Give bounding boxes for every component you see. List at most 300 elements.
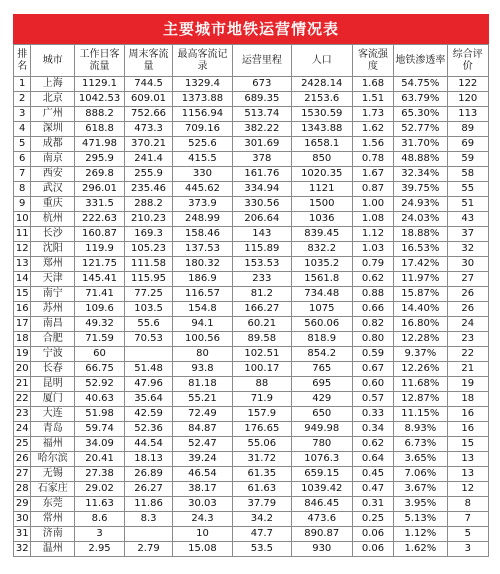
cell-weekend-ridership: 115.95 <box>125 272 173 287</box>
cell-city: 长春 <box>31 362 75 377</box>
cell-ridership-intensity: 1.12 <box>352 227 393 242</box>
cell-penetration-rate: 6.73% <box>394 437 447 452</box>
cell-peak-record: 137.53 <box>173 242 233 257</box>
cell-ridership-intensity: 0.60 <box>352 377 393 392</box>
cell-weekend-ridership: 2.79 <box>125 542 173 557</box>
cell-overall-score: 120 <box>447 92 488 107</box>
cell-overall-score: 15 <box>447 437 488 452</box>
cell-population: 850 <box>291 152 352 167</box>
cell-rank: 4 <box>14 122 31 137</box>
cell-weekday-ridership: 34.09 <box>74 437 124 452</box>
cell-weekday-ridership: 145.41 <box>74 272 124 287</box>
table-row <box>14 332 489 347</box>
cell-weekday-ridership: 60 <box>74 347 124 362</box>
cell-rank: 27 <box>14 467 31 482</box>
cell-rank: 10 <box>14 212 31 227</box>
cell-ridership-intensity: 1.00 <box>352 197 393 212</box>
cell-population: 650 <box>291 407 352 422</box>
cell-city: 大连 <box>31 407 75 422</box>
table-row <box>14 302 489 317</box>
cell-ridership-intensity: 0.67 <box>352 362 393 377</box>
table-row <box>14 257 489 272</box>
cell-weekend-ridership: 288.2 <box>125 197 173 212</box>
cell-peak-record: 525.6 <box>173 137 233 152</box>
cell-peak-record: 55.21 <box>173 392 233 407</box>
cell-weekday-ridership: 20.41 <box>74 452 124 467</box>
cell-weekend-ridership: 51.48 <box>125 362 173 377</box>
table-row <box>14 212 489 227</box>
cell-city: 郑州 <box>31 257 75 272</box>
cell-operating-mileage: 157.9 <box>232 407 291 422</box>
cell-overall-score: 16 <box>447 422 488 437</box>
cell-penetration-rate: 63.79% <box>394 92 447 107</box>
cell-city: 西安 <box>31 167 75 182</box>
cell-operating-mileage: 100.17 <box>232 362 291 377</box>
cell-peak-record: 38.17 <box>173 482 233 497</box>
metro-operations-table <box>13 44 489 557</box>
cell-weekend-ridership: 26.27 <box>125 482 173 497</box>
cell-weekday-ridership: 29.02 <box>74 482 124 497</box>
table-row <box>14 167 489 182</box>
cell-peak-record: 81.18 <box>173 377 233 392</box>
cell-weekday-ridership: 59.74 <box>74 422 124 437</box>
table-row <box>14 317 489 332</box>
header-weekend-ridership: 周末客流量 <box>125 45 173 77</box>
cell-rank: 12 <box>14 242 31 257</box>
cell-penetration-rate: 16.80% <box>394 317 447 332</box>
cell-rank: 31 <box>14 527 31 542</box>
cell-peak-record: 1329.4 <box>173 77 233 92</box>
cell-ridership-intensity: 0.78 <box>352 152 393 167</box>
cell-city: 北京 <box>31 92 75 107</box>
cell-ridership-intensity: 1.56 <box>352 137 393 152</box>
cell-city: 重庆 <box>31 197 75 212</box>
cell-operating-mileage: 153.53 <box>232 257 291 272</box>
cell-weekend-ridership <box>125 527 173 542</box>
cell-city: 昆明 <box>31 377 75 392</box>
cell-penetration-rate: 3.95% <box>394 497 447 512</box>
cell-ridership-intensity: 0.79 <box>352 257 393 272</box>
cell-operating-mileage: 689.35 <box>232 92 291 107</box>
cell-penetration-rate: 11.97% <box>394 272 447 287</box>
cell-weekday-ridership: 71.41 <box>74 287 124 302</box>
cell-population: 560.06 <box>291 317 352 332</box>
cell-population: 839.45 <box>291 227 352 242</box>
cell-weekend-ridership: 169.3 <box>125 227 173 242</box>
cell-rank: 5 <box>14 137 31 152</box>
cell-overall-score: 30 <box>447 257 488 272</box>
cell-penetration-rate: 32.34% <box>394 167 447 182</box>
cell-weekend-ridership: 42.59 <box>125 407 173 422</box>
cell-city: 合肥 <box>31 332 75 347</box>
cell-overall-score: 89 <box>447 122 488 137</box>
cell-weekend-ridership: 235.46 <box>125 182 173 197</box>
cell-weekend-ridership: 103.5 <box>125 302 173 317</box>
cell-ridership-intensity: 0.33 <box>352 407 393 422</box>
cell-city: 苏州 <box>31 302 75 317</box>
cell-city: 上海 <box>31 77 75 92</box>
cell-ridership-intensity: 1.03 <box>352 242 393 257</box>
cell-operating-mileage: 88 <box>232 377 291 392</box>
header-city: 城市 <box>31 45 75 77</box>
cell-penetration-rate: 9.37% <box>394 347 447 362</box>
cell-population: 780 <box>291 437 352 452</box>
cell-rank: 13 <box>14 257 31 272</box>
cell-operating-mileage: 53.5 <box>232 542 291 557</box>
cell-city: 哈尔滨 <box>31 452 75 467</box>
cell-city: 厦门 <box>31 392 75 407</box>
cell-rank: 1 <box>14 77 31 92</box>
cell-weekday-ridership: 49.32 <box>74 317 124 332</box>
cell-rank: 15 <box>14 287 31 302</box>
cell-weekday-ridership: 11.63 <box>74 497 124 512</box>
cell-ridership-intensity: 0.31 <box>352 497 393 512</box>
cell-overall-score: 16 <box>447 407 488 422</box>
cell-penetration-rate: 3.67% <box>394 482 447 497</box>
cell-penetration-rate: 54.75% <box>394 77 447 92</box>
cell-penetration-rate: 11.68% <box>394 377 447 392</box>
cell-operating-mileage: 115.89 <box>232 242 291 257</box>
cell-ridership-intensity: 0.62 <box>352 437 393 452</box>
cell-weekday-ridership: 296.01 <box>74 182 124 197</box>
cell-operating-mileage: 673 <box>232 77 291 92</box>
cell-operating-mileage: 47.7 <box>232 527 291 542</box>
cell-penetration-rate: 12.87% <box>394 392 447 407</box>
cell-population: 832.2 <box>291 242 352 257</box>
table-row <box>14 377 489 392</box>
cell-weekend-ridership: 35.64 <box>125 392 173 407</box>
cell-weekday-ridership: 160.87 <box>74 227 124 242</box>
cell-weekday-ridership: 618.8 <box>74 122 124 137</box>
cell-overall-score: 5 <box>447 527 488 542</box>
cell-rank: 30 <box>14 512 31 527</box>
cell-weekend-ridership: 752.66 <box>125 107 173 122</box>
cell-rank: 20 <box>14 362 31 377</box>
cell-population: 846.45 <box>291 497 352 512</box>
cell-city: 沈阳 <box>31 242 75 257</box>
cell-city: 宁波 <box>31 347 75 362</box>
cell-overall-score: 13 <box>447 467 488 482</box>
header-ridership-intensity: 客流强度 <box>352 45 393 77</box>
cell-operating-mileage: 166.27 <box>232 302 291 317</box>
cell-ridership-intensity: 0.82 <box>352 317 393 332</box>
table-row <box>14 152 489 167</box>
cell-weekday-ridership: 121.75 <box>74 257 124 272</box>
cell-city: 南京 <box>31 152 75 167</box>
cell-weekend-ridership: 255.9 <box>125 167 173 182</box>
cell-peak-record: 116.57 <box>173 287 233 302</box>
cell-population: 1530.59 <box>291 107 352 122</box>
cell-peak-record: 158.46 <box>173 227 233 242</box>
table-body <box>14 77 489 557</box>
cell-peak-record: 100.56 <box>173 332 233 347</box>
cell-weekday-ridership: 269.8 <box>74 167 124 182</box>
cell-city: 济南 <box>31 527 75 542</box>
cell-population: 949.98 <box>291 422 352 437</box>
cell-operating-mileage: 34.2 <box>232 512 291 527</box>
table-row <box>14 272 489 287</box>
cell-operating-mileage: 71.9 <box>232 392 291 407</box>
cell-overall-score: 26 <box>447 302 488 317</box>
cell-penetration-rate: 24.03% <box>394 212 447 227</box>
cell-penetration-rate: 8.93% <box>394 422 447 437</box>
cell-operating-mileage: 334.94 <box>232 182 291 197</box>
cell-penetration-rate: 7.06% <box>394 467 447 482</box>
cell-peak-record: 415.5 <box>173 152 233 167</box>
cell-weekday-ridership: 3 <box>74 527 124 542</box>
cell-city: 南昌 <box>31 317 75 332</box>
cell-ridership-intensity: 0.80 <box>352 332 393 347</box>
cell-city: 长沙 <box>31 227 75 242</box>
cell-operating-mileage: 301.69 <box>232 137 291 152</box>
table-row <box>14 512 489 527</box>
cell-weekday-ridership: 471.98 <box>74 137 124 152</box>
table-row <box>14 107 489 122</box>
cell-rank: 6 <box>14 152 31 167</box>
cell-rank: 19 <box>14 347 31 362</box>
cell-overall-score: 51 <box>447 197 488 212</box>
cell-peak-record: 373.9 <box>173 197 233 212</box>
cell-city: 深圳 <box>31 122 75 137</box>
cell-city: 广州 <box>31 107 75 122</box>
cell-city: 石家庄 <box>31 482 75 497</box>
header-rank: 排名 <box>14 45 31 77</box>
cell-overall-score: 27 <box>447 272 488 287</box>
header-population: 人口 <box>291 45 352 77</box>
cell-penetration-rate: 12.28% <box>394 332 447 347</box>
cell-city: 青岛 <box>31 422 75 437</box>
cell-rank: 11 <box>14 227 31 242</box>
table-row <box>14 242 489 257</box>
cell-overall-score: 55 <box>447 182 488 197</box>
cell-peak-record: 1156.94 <box>173 107 233 122</box>
cell-weekday-ridership: 1042.53 <box>74 92 124 107</box>
cell-weekday-ridership: 52.92 <box>74 377 124 392</box>
cell-weekday-ridership: 119.9 <box>74 242 124 257</box>
cell-population: 734.48 <box>291 287 352 302</box>
cell-ridership-intensity: 0.25 <box>352 512 393 527</box>
table-row <box>14 392 489 407</box>
cell-overall-score: 18 <box>447 392 488 407</box>
cell-weekday-ridership: 331.5 <box>74 197 124 212</box>
table-row <box>14 497 489 512</box>
cell-rank: 17 <box>14 317 31 332</box>
cell-ridership-intensity: 0.66 <box>352 302 393 317</box>
cell-overall-score: 21 <box>447 362 488 377</box>
cell-operating-mileage: 60.21 <box>232 317 291 332</box>
cell-rank: 24 <box>14 422 31 437</box>
cell-penetration-rate: 1.12% <box>394 527 447 542</box>
table-row <box>14 452 489 467</box>
cell-weekend-ridership: 111.58 <box>125 257 173 272</box>
cell-weekday-ridership: 109.6 <box>74 302 124 317</box>
cell-operating-mileage: 81.2 <box>232 287 291 302</box>
cell-penetration-rate: 48.88% <box>394 152 447 167</box>
cell-overall-score: 43 <box>447 212 488 227</box>
cell-penetration-rate: 3.65% <box>394 452 447 467</box>
cell-population: 1075 <box>291 302 352 317</box>
cell-ridership-intensity: 1.73 <box>352 107 393 122</box>
cell-weekday-ridership: 888.2 <box>74 107 124 122</box>
cell-peak-record: 15.08 <box>173 542 233 557</box>
cell-ridership-intensity: 1.62 <box>352 122 393 137</box>
cell-overall-score: 37 <box>447 227 488 242</box>
cell-operating-mileage: 55.06 <box>232 437 291 452</box>
cell-weekday-ridership: 1129.1 <box>74 77 124 92</box>
table-row <box>14 197 489 212</box>
cell-weekday-ridership: 2.95 <box>74 542 124 557</box>
cell-ridership-intensity: 0.87 <box>352 182 393 197</box>
cell-city: 东莞 <box>31 497 75 512</box>
cell-population: 1076.3 <box>291 452 352 467</box>
cell-rank: 21 <box>14 377 31 392</box>
cell-population: 659.15 <box>291 467 352 482</box>
cell-operating-mileage: 382.22 <box>232 122 291 137</box>
cell-overall-score: 23 <box>447 332 488 347</box>
cell-penetration-rate: 17.42% <box>394 257 447 272</box>
cell-peak-record: 52.47 <box>173 437 233 452</box>
cell-overall-score: 12 <box>447 482 488 497</box>
cell-peak-record: 186.9 <box>173 272 233 287</box>
cell-rank: 18 <box>14 332 31 347</box>
cell-peak-record: 154.8 <box>173 302 233 317</box>
cell-population: 930 <box>291 542 352 557</box>
cell-weekday-ridership: 27.38 <box>74 467 124 482</box>
cell-ridership-intensity: 1.68 <box>352 77 393 92</box>
table-row <box>14 227 489 242</box>
cell-operating-mileage: 61.35 <box>232 467 291 482</box>
cell-population: 818.9 <box>291 332 352 347</box>
cell-overall-score: 69 <box>447 137 488 152</box>
cell-city: 杭州 <box>31 212 75 227</box>
cell-population: 1039.42 <box>291 482 352 497</box>
cell-weekend-ridership: 44.54 <box>125 437 173 452</box>
cell-operating-mileage: 378 <box>232 152 291 167</box>
table-row <box>14 122 489 137</box>
cell-rank: 23 <box>14 407 31 422</box>
cell-weekend-ridership: 105.23 <box>125 242 173 257</box>
cell-operating-mileage: 513.74 <box>232 107 291 122</box>
cell-operating-mileage: 37.79 <box>232 497 291 512</box>
cell-city: 武汉 <box>31 182 75 197</box>
cell-weekend-ridership: 77.25 <box>125 287 173 302</box>
header-penetration-rate: 地铁渗透率 <box>394 45 447 77</box>
cell-penetration-rate: 52.77% <box>394 122 447 137</box>
cell-rank: 8 <box>14 182 31 197</box>
table-row <box>14 437 489 452</box>
cell-population: 2153.6 <box>291 92 352 107</box>
cell-ridership-intensity: 1.51 <box>352 92 393 107</box>
cell-weekday-ridership: 66.75 <box>74 362 124 377</box>
cell-weekend-ridership: 241.4 <box>125 152 173 167</box>
cell-rank: 22 <box>14 392 31 407</box>
cell-city: 无锡 <box>31 467 75 482</box>
cell-overall-score: 8 <box>447 497 488 512</box>
cell-penetration-rate: 1.62% <box>394 542 447 557</box>
table-row <box>14 287 489 302</box>
header-row <box>14 45 489 77</box>
cell-overall-score: 58 <box>447 167 488 182</box>
table-title: 主要城市地铁运营情况表 <box>13 14 489 44</box>
cell-operating-mileage: 330.56 <box>232 197 291 212</box>
cell-weekend-ridership: 18.13 <box>125 452 173 467</box>
cell-city: 福州 <box>31 437 75 452</box>
header-peak-record: 最高客流记录 <box>173 45 233 77</box>
cell-operating-mileage: 143 <box>232 227 291 242</box>
cell-peak-record: 445.62 <box>173 182 233 197</box>
cell-rank: 14 <box>14 272 31 287</box>
cell-rank: 29 <box>14 497 31 512</box>
cell-weekend-ridership: 47.96 <box>125 377 173 392</box>
cell-rank: 7 <box>14 167 31 182</box>
cell-penetration-rate: 5.13% <box>394 512 447 527</box>
cell-overall-score: 3 <box>447 542 488 557</box>
cell-operating-mileage: 61.63 <box>232 482 291 497</box>
table-row <box>14 362 489 377</box>
cell-peak-record: 39.24 <box>173 452 233 467</box>
cell-operating-mileage: 176.65 <box>232 422 291 437</box>
cell-ridership-intensity: 0.88 <box>352 287 393 302</box>
cell-peak-record: 180.32 <box>173 257 233 272</box>
table-row <box>14 182 489 197</box>
cell-weekend-ridership: 473.3 <box>125 122 173 137</box>
cell-population: 1020.35 <box>291 167 352 182</box>
cell-population: 1343.88 <box>291 122 352 137</box>
cell-population: 1036 <box>291 212 352 227</box>
cell-peak-record: 94.1 <box>173 317 233 332</box>
cell-population: 890.87 <box>291 527 352 542</box>
cell-population: 1500 <box>291 197 352 212</box>
cell-overall-score: 22 <box>447 347 488 362</box>
cell-population: 1121 <box>291 182 352 197</box>
cell-penetration-rate: 12.26% <box>394 362 447 377</box>
cell-ridership-intensity: 0.45 <box>352 467 393 482</box>
table-row <box>14 77 489 92</box>
cell-penetration-rate: 31.70% <box>394 137 447 152</box>
cell-peak-record: 709.16 <box>173 122 233 137</box>
cell-overall-score: 26 <box>447 287 488 302</box>
cell-weekend-ridership: 26.89 <box>125 467 173 482</box>
cell-population: 1561.8 <box>291 272 352 287</box>
cell-weekend-ridership: 609.01 <box>125 92 173 107</box>
header-operating-mileage: 运营里程 <box>232 45 291 77</box>
header-weekday-ridership: 工作日客流量 <box>74 45 124 77</box>
cell-weekend-ridership: 744.5 <box>125 77 173 92</box>
cell-weekend-ridership: 210.23 <box>125 212 173 227</box>
cell-population: 429 <box>291 392 352 407</box>
table-row <box>14 407 489 422</box>
cell-ridership-intensity: 0.34 <box>352 422 393 437</box>
cell-population: 695 <box>291 377 352 392</box>
cell-city: 成都 <box>31 137 75 152</box>
cell-overall-score: 13 <box>447 452 488 467</box>
cell-weekend-ridership <box>125 347 173 362</box>
cell-overall-score: 24 <box>447 317 488 332</box>
cell-weekday-ridership: 295.9 <box>74 152 124 167</box>
cell-city: 常州 <box>31 512 75 527</box>
cell-peak-record: 72.49 <box>173 407 233 422</box>
cell-weekday-ridership: 8.6 <box>74 512 124 527</box>
cell-weekend-ridership: 55.6 <box>125 317 173 332</box>
table-row <box>14 347 489 362</box>
cell-population: 1035.2 <box>291 257 352 272</box>
table-row <box>14 467 489 482</box>
cell-ridership-intensity: 0.59 <box>352 347 393 362</box>
cell-peak-record: 46.54 <box>173 467 233 482</box>
cell-overall-score: 32 <box>447 242 488 257</box>
cell-operating-mileage: 102.51 <box>232 347 291 362</box>
cell-weekend-ridership: 11.86 <box>125 497 173 512</box>
